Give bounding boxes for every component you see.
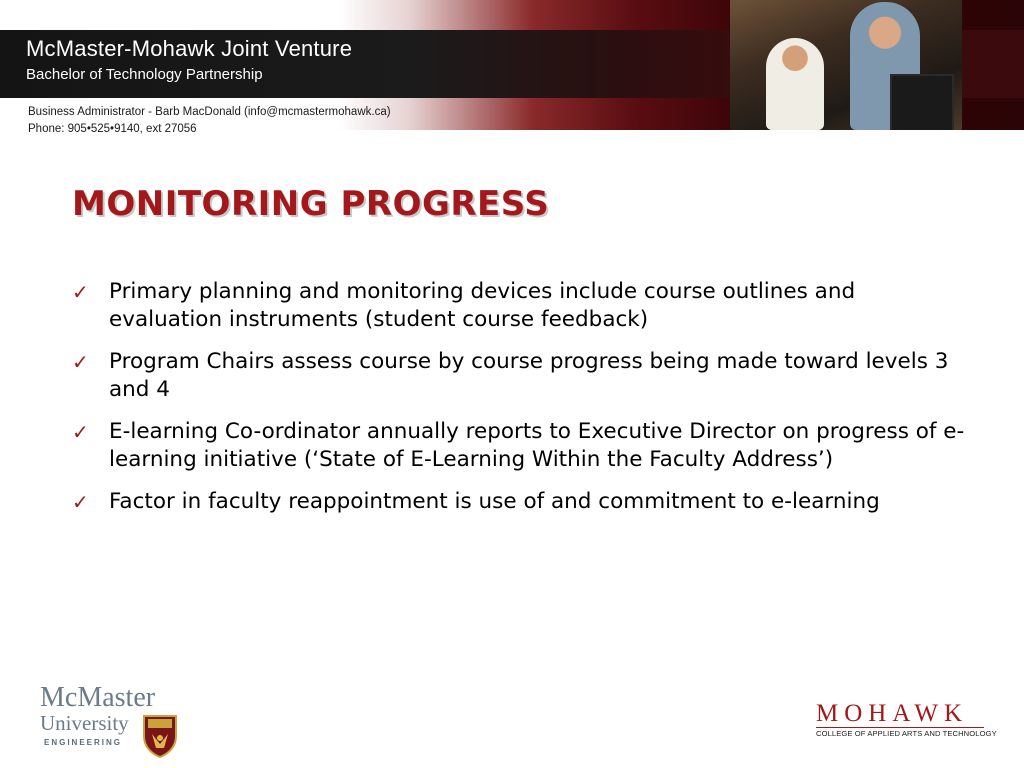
mcmaster-logo-dept: ENGINEERING (44, 738, 123, 747)
checkmark-icon: ✓ (72, 280, 89, 304)
bullet-text: Program Chairs assess course by course progress being made toward levels 3 and 4 (109, 349, 949, 402)
checkmark-icon: ✓ (72, 490, 89, 514)
org-title: McMaster-Mohawk Joint Venture (26, 36, 353, 61)
bullet-list (72, 278, 972, 530)
checkmark-icon: ✓ (72, 420, 89, 444)
org-subtitle: Bachelor of Technology Partnership (26, 66, 263, 83)
bullet-item (72, 278, 972, 334)
mohawk-logo-name: MOHAWK (816, 700, 969, 727)
bullet-text: E-learning Co-ordinator annually reports to Executive Director on progress of e-learning initiative (‘State of E-Learning Within the Faculty Address’) (109, 419, 965, 472)
photo-person-left (766, 38, 824, 130)
photo-monitor (890, 74, 954, 130)
mcmaster-logo-university: University (40, 711, 129, 735)
bullet-item (72, 348, 972, 404)
contact-info (28, 104, 391, 138)
slide-title: MONITORING PROGRESS (72, 184, 550, 224)
bullet-item (72, 488, 972, 516)
contact-admin: Business Administrator - Barb MacDonald (info@mcmastermohawk.ca) (28, 106, 391, 118)
mohawk-logo-subtitle: COLLEGE OF APPLIED ARTS AND TECHNOLOGY (816, 729, 997, 738)
checkmark-icon: ✓ (72, 350, 89, 374)
mcmaster-logo (40, 684, 190, 758)
bullet-text: Primary planning and monitoring devices include course outlines and evaluation instruments (student course feedback) (109, 279, 856, 332)
header-photo (730, 0, 962, 130)
bullet-text: Factor in faculty reappointment is use of and commitment to e-learning (109, 489, 880, 514)
bullet-item (72, 418, 972, 474)
crest-icon (140, 714, 180, 758)
contact-phone: Phone: 905•525•9140, ext 27056 (28, 123, 197, 135)
mohawk-logo (812, 700, 997, 742)
mohawk-logo-rule (816, 727, 984, 728)
mcmaster-logo-name: McMaster (40, 682, 156, 713)
